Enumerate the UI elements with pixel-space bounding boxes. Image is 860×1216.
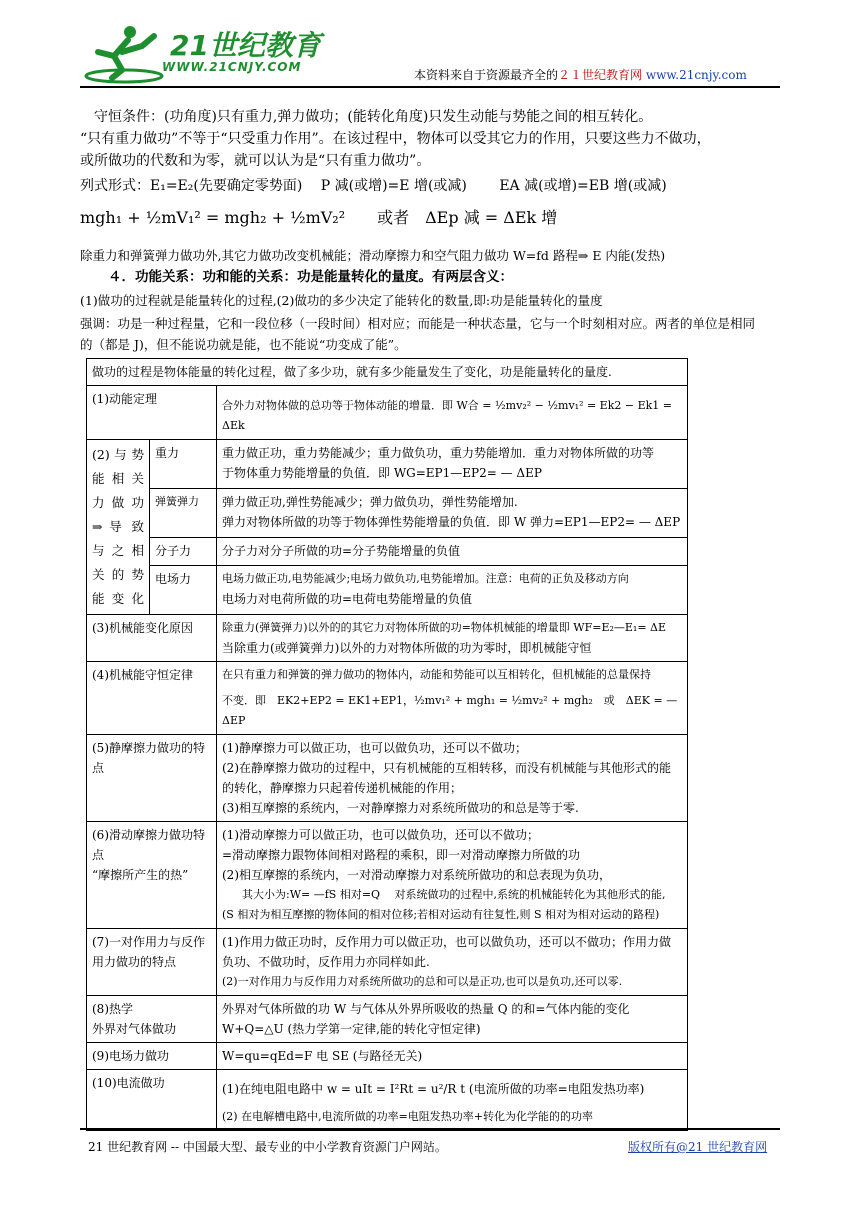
formula-line: mgh₁ + ½mV₁² = mgh₂ + ½mV₂² 或者 ΔEp 减 = ΔEk 增	[80, 208, 558, 227]
label-line: (8)热学	[92, 1002, 133, 1016]
content-line: (2)一对作用力与反作用力对系统所做功的总和可以是正功,也可以是负功,还可以零.	[222, 975, 623, 988]
content-line: 电场力对电荷所做的功=电荷电势能增量的负值	[222, 592, 473, 607]
header-divider	[80, 86, 780, 88]
row-label: (7)一对作用力与反作用力做功的特点	[87, 929, 217, 996]
text-line: 或所做功的代数和为零，就可以认为是“只有重力做功”。	[80, 153, 431, 169]
content-line: 电场力做正功,电势能减少;电场力做负功,电势能增加。注意：电荷的正负及移动方向	[222, 572, 629, 586]
table-row	[87, 386, 688, 440]
row-content	[217, 1070, 688, 1131]
table-row	[87, 662, 688, 735]
row-content	[217, 440, 688, 489]
row-label: (4)机械能守恒定律	[87, 662, 217, 735]
table-row	[87, 440, 688, 489]
content-line: =滑动摩擦力跟物体间相对路程的乘积，即一对滑动摩擦力所做的功	[222, 848, 581, 862]
row-label	[87, 996, 217, 1043]
content-line: 其大小为:W= —fS 相对=Q 对系统做功的过程中,系统的机械能转化为其他形式的能,	[242, 888, 666, 901]
content-line: (2) 在电解槽电路中,电流所做的功率=电阻发热功率+转化为化学能的的功率	[222, 1110, 594, 1123]
content-line: (2)相互摩擦的系统内，一对滑动摩擦力对系统所做功的和总表现为负功，	[222, 868, 612, 882]
table-row	[87, 615, 688, 662]
row-sublabel: 重力	[150, 440, 217, 489]
content-line: 于物体重力势能增量的负值．即 WG=EP1—EP2= — ΔEP	[222, 466, 542, 480]
header-note-url[interactable]: www.21cnjy.com	[645, 68, 747, 82]
content-line: W+Q=△U (热力学第一定律,能的转化守恒定律)	[222, 1022, 481, 1036]
content-line: 不变．即 EK2+EP2 = EK1+EP1，½mv₁² + mgh₁ = ½mv₂² + mgh₂ 或 ΔEK = — ΔEP	[222, 694, 678, 727]
row-content	[217, 929, 688, 996]
section-heading: ４．功能关系：功和能的关系：功是能量转化的量度。有两层含义：	[108, 269, 513, 285]
row-content	[217, 488, 688, 537]
table-row	[87, 735, 688, 822]
text-line: 的（都是 J)，但不能说功就是能，也不能说“功变成了能”。	[80, 337, 407, 352]
content-line: 在只有重力和弹簧的弹力做功的物体内，动能和势能可以互相转化，但机械能的总量保持	[222, 668, 651, 681]
content-line: 当除重力(或弹簧弹力)以外的力对物体所做的功为零时，即机械能守恒	[222, 641, 592, 655]
header-note-site[interactable]: ２１世纪教育网	[558, 68, 643, 82]
row-label: (2) 与 势 能 相 关 力 做 功 ⇒ 导 致 与 之 相 关 的 势 能变化	[87, 440, 150, 615]
logo-text: 21世纪教育	[170, 29, 321, 62]
table-row	[87, 1043, 688, 1070]
row-sublabel: 电场力	[150, 566, 217, 615]
text-line: (1)做功的过程就是能量转化的过程,(2)做功的多少决定了能转化的数量,即:功是能量转化的量度	[80, 293, 603, 308]
content-line: (1)静摩擦力可以做正功，也可以做负功，还可以不做功；	[222, 741, 528, 755]
footer-divider	[80, 1128, 780, 1130]
row-label: (3)机械能变化原因	[87, 615, 217, 662]
row-label: (5)静摩擦力做功的特点	[87, 735, 217, 822]
row-content: W=qu=qEd=F 电 SE (与路径无关)	[217, 1043, 688, 1070]
table-row	[87, 929, 688, 996]
header-note	[414, 66, 747, 83]
label-line: (6)滑动摩擦力做功特点	[92, 828, 205, 862]
row-content	[217, 735, 688, 822]
text-line: 强调：功是一种过程量，它和一段位移（一段时间）相对应；而能是一种状态量，它与一个时刻相对应。两者的单位是相同	[80, 316, 756, 331]
table-row	[87, 1070, 688, 1131]
table-row	[87, 822, 688, 929]
content-line: (1)在纯电阻电路中 w = uIt = I²Rt = u²/R t (电流所做的功率=电阻发热功率)	[222, 1082, 645, 1096]
text-line: “只有重力做功”不等于“只受重力作用”。在该过程中，物体可以受其它力的作用，只要这些力不做功，	[80, 131, 711, 147]
text-line: 守恒条件：(功角度)只有重力,弹力做功；(能转化角度)只发生动能与势能之间的相互转化。	[94, 109, 653, 125]
row-label: (10)电流做功	[87, 1070, 217, 1131]
row-content	[217, 822, 688, 929]
copyright-link[interactable]: 版权所有@21 世纪教育网	[628, 1140, 768, 1154]
table-row	[87, 488, 688, 537]
work-energy-table	[86, 358, 688, 1131]
table-intro: 做功的过程是物体能量的转化过程，做了多少功，就有多少能量发生了变化，功是能量转化的量度.	[87, 359, 688, 386]
row-label: (9)电场力做功	[87, 1043, 217, 1070]
site-logo	[84, 22, 321, 84]
label-line: 外界对气体做功	[92, 1022, 177, 1036]
content-line: 除重力(弹簧弹力)以外的的其它力对物体所做的功=物体机械能的增量即 WF=E₂—E₁= ΔE	[222, 621, 667, 634]
row-sublabel: 分子力	[150, 537, 217, 565]
table-row	[87, 359, 688, 386]
row-content	[217, 566, 688, 615]
table-row	[87, 996, 688, 1043]
content-line: 重力做正功，重力势能减少；重力做负功，重力势能增加．重力对物体所做的功等	[222, 446, 655, 460]
text-line: 除重力和弹簧弹力做功外,其它力做功改变机械能；滑动摩擦力和空气阻力做功 W=fd 路程⇒ E 内能(发热)	[80, 248, 666, 263]
content-line: (2)在静摩擦力做功的过程中，只有机械能的互相转移，而没有机械能与其他形式的能的转化，静摩擦力只起着传递机械能的作用；	[222, 761, 672, 795]
footer-text: 21 世纪教育网 -- 中国最大型、最专业的中小学教育资源门户网站。	[88, 1140, 447, 1154]
logo-url: WWW.21CNJY.COM	[162, 60, 302, 74]
content-line: (1)滑动摩擦力可以做正功，也可以做负功，还可以不做功；	[222, 828, 540, 842]
table-row	[87, 566, 688, 615]
row-sublabel: 弹簧弹力	[150, 488, 217, 537]
header-note-prefix: 本资料来自于资源最齐全的	[414, 68, 559, 82]
content-line: (3)相互摩擦的系统内，一对静摩擦力对系统所做功的和总是等于零.	[222, 801, 579, 815]
content-line: 弹力对物体所做的功等于物体弹性势能增量的负值．即 W 弹力=EP1—EP2= — ΔEP	[222, 514, 681, 529]
row-content: 分子力对分子所做的功=分子势能增量的负值	[217, 537, 688, 565]
content-line: (1)作用力做正功时，反作用力可以做正功，也可以做负功，还可以不做功；作用力做负功、不做功时，反作用力亦同样如此.	[222, 935, 672, 969]
content-line: 弹力做正功,弹性势能减少；弹力做负功，弹性势能增加.	[222, 494, 518, 509]
content-line: 外界对气体所做的功 W 与气体从外界所吸收的热量 Q 的和=气体内能的变化	[222, 1002, 630, 1016]
runner-logo-icon	[84, 22, 164, 84]
table-row	[87, 537, 688, 565]
row-content	[217, 662, 688, 735]
row-content: 合外力对物体做的总功等于物体动能的增量．即 W合 = ½mv₂² − ½mv₁² = Ek2 − Ek1 = ΔEk	[217, 386, 688, 440]
content-line: (S 相对为相互摩擦的物体间的相对位移;若相对运动有往复性,则 S 相对为相对运动的路程)	[222, 908, 660, 921]
label-line: “摩擦所产生的热”	[92, 868, 189, 882]
text-line: 列式形式：E₁=E₂(先要确定零势面) P 减(或增)=E 增(或减) EA 减(或增)=EB 增(或减)	[80, 178, 667, 194]
row-content	[217, 996, 688, 1043]
row-content	[217, 615, 688, 662]
row-label	[87, 822, 217, 929]
row-label: (1)动能定理	[87, 386, 217, 440]
